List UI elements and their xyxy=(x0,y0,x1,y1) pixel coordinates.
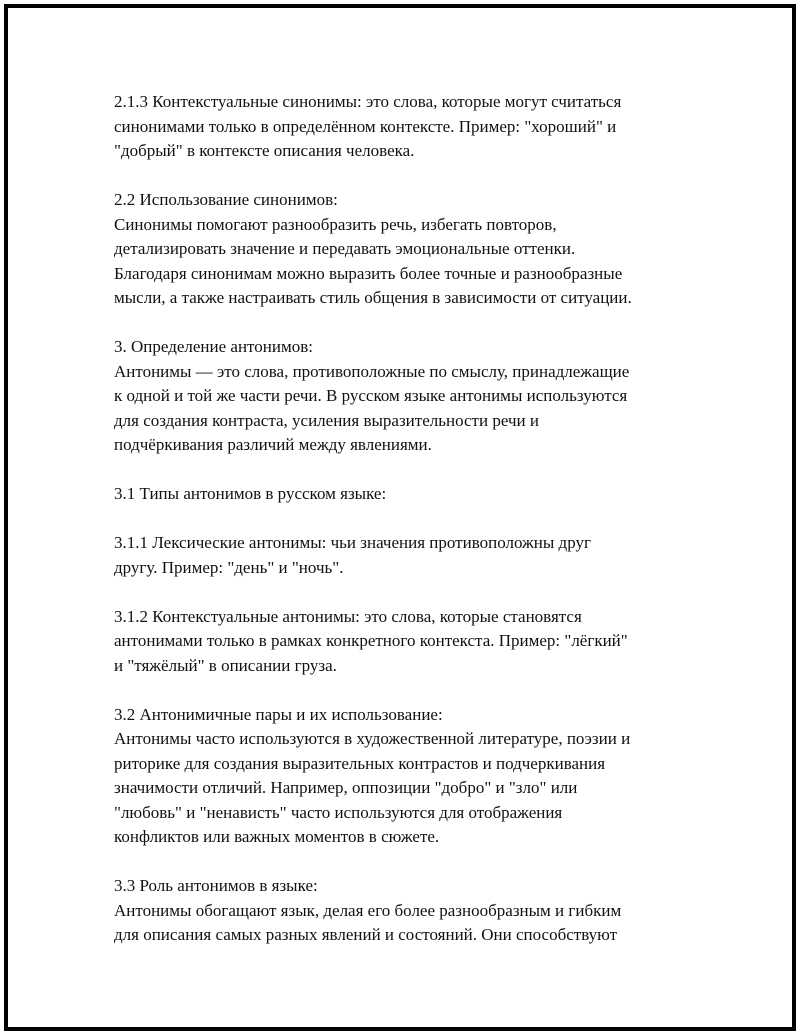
paragraph-2-1-3 xyxy=(114,90,694,164)
text-line: Синонимы помогают разнообразить речь, избегать повторов, xyxy=(114,214,557,234)
text-line: детализировать значение и передавать эмоциональные оттенки. xyxy=(114,239,576,258)
text-line: "добрый" в контексте описания человека. xyxy=(114,141,415,160)
text-line: Антонимы — это слова, противоположные по смыслу, принадлежащие xyxy=(114,361,630,381)
text-line: и "тяжёлый" в описании груза. xyxy=(114,655,337,675)
text-line: значимости отличий. Например, оппозиции "добро" и "зло" или xyxy=(114,778,578,797)
text-line: риторике для создания выразительных контрастов и подчеркивания xyxy=(114,753,606,773)
text-line: для создания контраста, усиления выразительности речи и xyxy=(114,410,539,430)
text-line: другу. Пример: "день" и "ночь". xyxy=(114,557,344,577)
text-line: антонимами только в рамках конкретного контекста. Пример: "лёгкий" xyxy=(114,631,628,650)
text-line: мысли, а также настраивать стиль общения в зависимости от ситуации. xyxy=(114,288,632,307)
text-line: Антонимы обогащают язык, делая его более разнообразным и гибким xyxy=(114,900,622,920)
paragraph-3-1-2 xyxy=(114,605,694,679)
text-line: синонимами только в определённом контексте. Пример: "хороший" и xyxy=(114,116,617,136)
paragraph-3-3 xyxy=(114,874,694,948)
text-line: конфликтов или важных моментов в сюжете. xyxy=(114,827,440,846)
text-line: Антонимы часто используются в художественной литературе, поэзии и xyxy=(114,729,631,748)
text-line: "любовь" и "ненависть" часто используются для отображения xyxy=(114,802,563,822)
paragraph-2-2 xyxy=(114,188,694,311)
section-heading: 3.1 Типы антонимов в русском языке: xyxy=(114,484,387,503)
paragraph-3-1 xyxy=(114,482,694,507)
section-heading: 3.3 Роль антонимов в языке: xyxy=(114,876,318,895)
section-heading: 3.2 Антонимичные пары и их использование: xyxy=(114,704,443,724)
text-line: Благодаря синонимам можно выразить более точные и разнообразные xyxy=(114,263,623,283)
text-line: 3.1.2 Контекстуальные антонимы: это слова, которые становятся xyxy=(114,606,582,626)
section-heading: 2.2 Использование синонимов: xyxy=(114,190,338,209)
text-line: 2.1.3 Контекстуальные синонимы: это слова, которые могут считаться xyxy=(114,92,622,111)
text-line: для описания самых разных явлений и состояний. Они способствуют xyxy=(114,925,618,944)
paragraph-3-2 xyxy=(114,703,694,850)
paragraph-3 xyxy=(114,335,694,458)
section-heading: 3. Определение антонимов: xyxy=(114,337,313,356)
paragraph-3-1-1 xyxy=(114,531,694,580)
text-line: 3.1.1 Лексические антонимы: чьи значения противоположны друг xyxy=(114,533,591,552)
text-line: к одной и той же части речи. В русском языке антонимы используются xyxy=(114,386,628,405)
document-body xyxy=(114,90,694,972)
text-line: подчёркивания различий между явлениями. xyxy=(114,435,432,454)
